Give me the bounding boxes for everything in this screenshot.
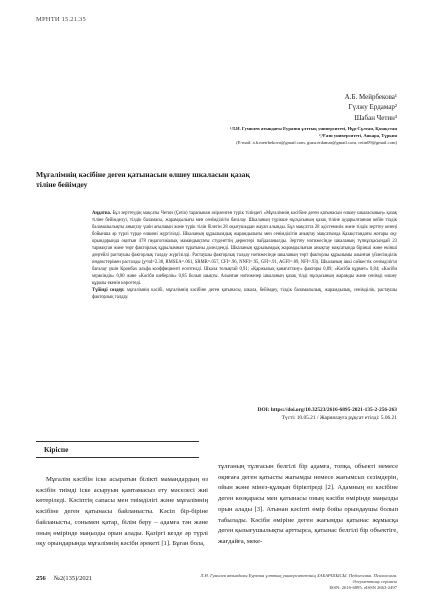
issn: ISSN: 2616-6895, eISSN 2663-2497 — [329, 584, 397, 590]
article-title: Мұғалімнің кәсібіне деген қатынасын өлшеу шкаласын қазақ тіліне бейімдеу — [36, 170, 250, 189]
author-name: Шабан Четин³ — [354, 113, 397, 122]
affiliation: ¹Л.Н. Гумилев атындағы Еуразия ұлттық университеті, Нұр-Сұлтан, Қазақстан ²,³Ғази университеті, Анкара, Түркия — [230, 126, 397, 138]
abstract-label: Аңдатпа. — [92, 211, 112, 216]
body-column-right — [218, 462, 398, 548]
body-paragraph: тұлғаның тұлғасын белгілі бір адамға, топқа, объекті немесе оқиғаға деген қатысты жағымды немесе жағымсыз сезімдерін, ойын және мінез-құлқын біріктіреді [2]. Адамның өз кәсібіне деген көзқарасы мен қатынасы оның кәсіби өмірінде маңызды орын алады [3]. Атынан кәсіпті өмір бойы орындаушы болып табылады. Кәсіби өміріне деген жағымды қатынас жұмысқа деген қызығушылықты арттырса, қатынас белгілі бір объектіге, жағдайға, меке- — [218, 463, 398, 545]
author-name: Гүлжу Ердамар² — [348, 103, 397, 112]
author-email: (E-mail: a.b.meirbekova@gmail.com, guzu.erdamar@gmail.com, cetin09@gmail.com) — [236, 140, 397, 145]
mrnti-code: МРНТИ 15.21.35 — [36, 16, 86, 23]
page-footer-right — [197, 573, 397, 591]
page-footer-left — [36, 575, 92, 582]
keywords-label: Түйінді сөздер: — [92, 288, 125, 294]
author-list — [345, 92, 397, 123]
page-number: 256 — [36, 575, 46, 582]
keywords-text: мұғалімнің кәсібі, мұғалімнің кәсібіне деген қатынасы, шкала, бейімдеу, тілдік баламалылық, жарамдылық, сенімділік, растаушы факторлық талдау. — [92, 288, 398, 301]
doi-block — [258, 406, 397, 422]
author-name: А.Б. Мейрбекова¹ — [344, 93, 397, 101]
body-paragraph: Мұғалім кәсібін іске асыратын білікті мамандардың өз кәсібін тиімді іске асыруын қамтамасыз ету мәселесі жиі көтеріледі. Кәсіптің сапасы мен тиімділігі және мұғалімнің кәсібіне деген қатынасы байланысты. Кәсіп бір-біріне байланысты, сонымен қатар, білім беру – адамға тән және оның өмірінде маңызды орын алады. Қазіргі кезде әр түрлі оқу орындарында мұғалімнің кәсіби әрекеті [1]. Бұған бола, — [36, 476, 208, 548]
doi-link[interactable]: DOI: https://doi.org/10.32523/2616-6895-2021-135-2-256-263 — [257, 407, 397, 413]
received-dates: Түсті: 10.05.21 / Жариялауға рұқсат етілді: 5.06.21 — [281, 415, 397, 421]
abstract-text: Бұл зерттеудің мақсаты Четин (Çetin) тарапынан әзірленген түрік тіліндегі «Мұғалімнің кәсібіне деген қатынасын өлшеу шкаласының» қазақ тіліне бейімделуі, тілдік баламасы, жарамдылығы мен сенімділігін бағалау. Шкаланың түрікше нұсқасының қазақ тіліне аударылғаннан кейін тілдік баламалылықты анықтау үшін ағылшын және түрік тілін білетін 28 оқытушыдан жауап алынды. Бұл мақсатта 28 әдістемелік және тілдік зерттеу кезеңі бойынша әр түрлі түрде өлшемі жүргізілді. Шкаланың құрылымдық жарамдылығы мен сенімділігін анықтау мақсатында Қазақстандағы жоғары оқу орындарында оқитын 478 педагогикалық мамандықтағы студенттің деректері пайдаланылды. Зерттеу нәтижесінде шкаланың түпнұсқасындай 23 тармақтан және төрт факторлық құрылымнан тұратыны дәлелденді. — [92, 211, 397, 252]
section-heading: Кіріспе — [36, 441, 199, 458]
journal-name: Л.Н. Гумилев атындағы Еуразия ұлттық университетінің ХАБАРШЫСЫ. Педагогика. Психология. Әлеуметтану сериясы — [200, 573, 397, 584]
body-column-left — [36, 475, 208, 550]
abstract — [92, 210, 397, 301]
issue-number: №2(135)/2021 — [53, 575, 93, 582]
abstract-results: Шкаланың құрылымдық жарамдылығын анықтау мақсатында бірінші және екінші деңгейлі растаушы факторлық талдау жүргізілді. Растаушы факторлық талдау нәтижесінде шкаланың төрт факторлы құрылымы алынған үйлесімділік индекстерімен расталды (χ²/sd=2.38, RMSEA=.061, SRMR=.057, CFI=.96, NNFI=.95, GFI=.91, AGFI=.89, NFI=.93). Шкаланың ішкі сәйкестік сенімділігін бағалау үшін Кронбах альфа коэффициенті есептелді. Шкала толықтай 0,91; «Қаржылық қанағаттану» факторы 0,89; «Кәсіби құрмет» 0,84; «Кәсіби мүмкіндік» 0,80 және «Кәсіби шеберлік» 0,85 болып шықты. Алынған нәтижелер шкаланың қазақ тілді нұсқасының жарамды және сенімді өлшеу құралы екенін көрсетеді. — [92, 246, 397, 287]
